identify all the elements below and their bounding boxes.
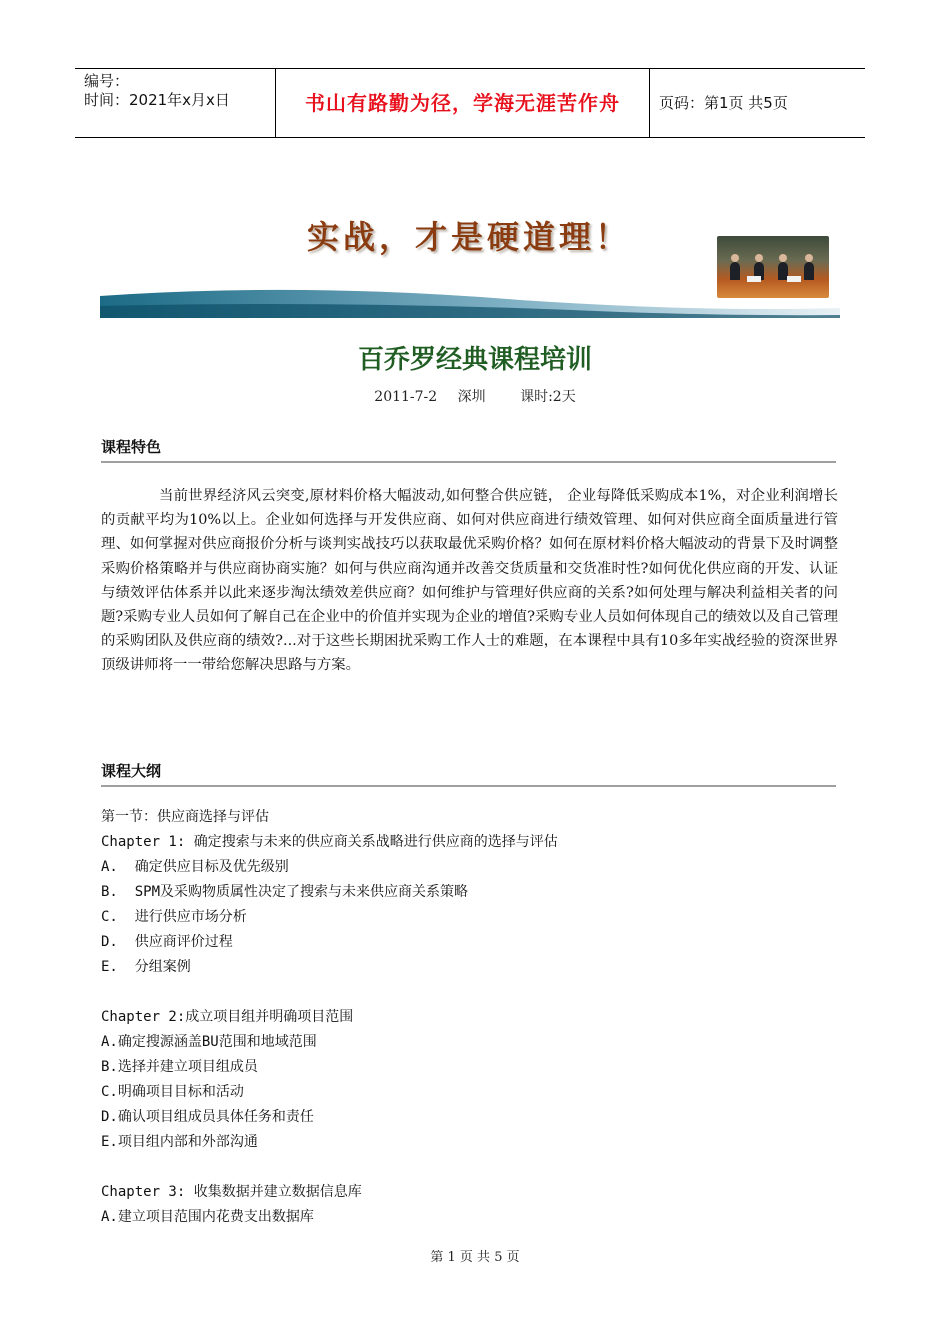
section-1-title: 第一节：供应商选择与评估 — [101, 809, 269, 825]
list-item: A.确定搜源涵盖BU范围和地域范围 — [101, 1034, 317, 1050]
list-item: A. 确定供应目标及优先级别 — [101, 859, 289, 875]
time-label: 时间：2021年x月x日 — [84, 91, 230, 109]
chapter-1-title: Chapter 1: 确定搜索与未来的供应商关系战略进行供应商的选择与评估 — [101, 834, 558, 850]
chapter-2-title: Chapter 2:成立项目组并明确项目范围 — [101, 1009, 354, 1025]
list-item: E. 分组案例 — [101, 959, 191, 975]
chapter-3-title: Chapter 3: 收集数据并建立数据信息库 — [101, 1184, 362, 1200]
course-hours: 课时:2天 — [520, 389, 576, 405]
header-motto-cell — [276, 69, 650, 137]
outline-heading: 课程大纲 — [101, 760, 836, 787]
banner-slogan: 实战，才是硬道理！ — [307, 218, 632, 256]
page-info: 页码：第1页 共5页 — [659, 94, 788, 112]
course-meta — [0, 386, 950, 406]
number-label: 编号： — [84, 72, 130, 90]
list-item: A.建立项目范围内花费支出数据库 — [101, 1209, 314, 1225]
banner — [100, 200, 840, 318]
course-location: 深圳 — [457, 389, 486, 405]
banner-swoosh — [100, 282, 840, 318]
motto: 书山有路勤为径，学海无涯苦作舟 — [305, 91, 620, 115]
list-item: D. 供应商评价过程 — [101, 934, 233, 950]
list-item: C.明确项目目标和活动 — [101, 1084, 244, 1100]
page-footer: 第 1 页 共 5 页 — [430, 1250, 520, 1265]
list-item: B. SPM及采购物质属性决定了搜索与未来供应商关系策略 — [101, 884, 468, 900]
header-info-cell — [75, 69, 276, 137]
features-paragraph: 当前世界经济风云突变,原材料价格大幅波动,如何整合供应链， 企业每降低采购成本1%，对企业利润增长的贡献平均为10%以上。企业如何选择与开发供应商、如何对供应商进行绩效管理、如何对供应商全面质量进行管理、如何掌握对供应商报价分析与谈判实战技巧以获取最优采购价格？如何在原材料价格大幅波动的背景下及时调整采购价格策略并与供应商协商实施？如何与供应商沟通并改善交货质量和交货准时性?如何优化供应商的开发、认证与绩效评估体系并以此来逐步淘汰绩效差供应商？如何维护与管理好供应商的关系?如何处理与解决利益相关者的问题?采购专业人员如何了解自己在企业中的价值并实现为企业的增值?采购专业人员如何体现自己的绩效以及自己管理的采购团队及供应商的绩效?...对于这些长期困扰采购工作人士的难题，在本课程中具有10多年实战经验的资深世界顶级讲师将一一带给您解决思路与方案。 — [101, 488, 838, 674]
list-item: E.项目组内部和外部沟通 — [101, 1134, 258, 1150]
list-item: B.选择并建立项目组成员 — [101, 1059, 258, 1075]
header-page-cell — [650, 69, 865, 137]
list-item: D.确认项目组成员具体任务和责任 — [101, 1109, 314, 1125]
features-heading: 课程特色 — [101, 436, 836, 463]
course-title: 百乔罗经典课程培训 — [357, 345, 592, 375]
document-header — [75, 68, 865, 138]
outline-list — [101, 805, 841, 1230]
list-item: C. 进行供应市场分析 — [101, 909, 247, 925]
course-date: 2011-7-2 — [374, 389, 438, 405]
